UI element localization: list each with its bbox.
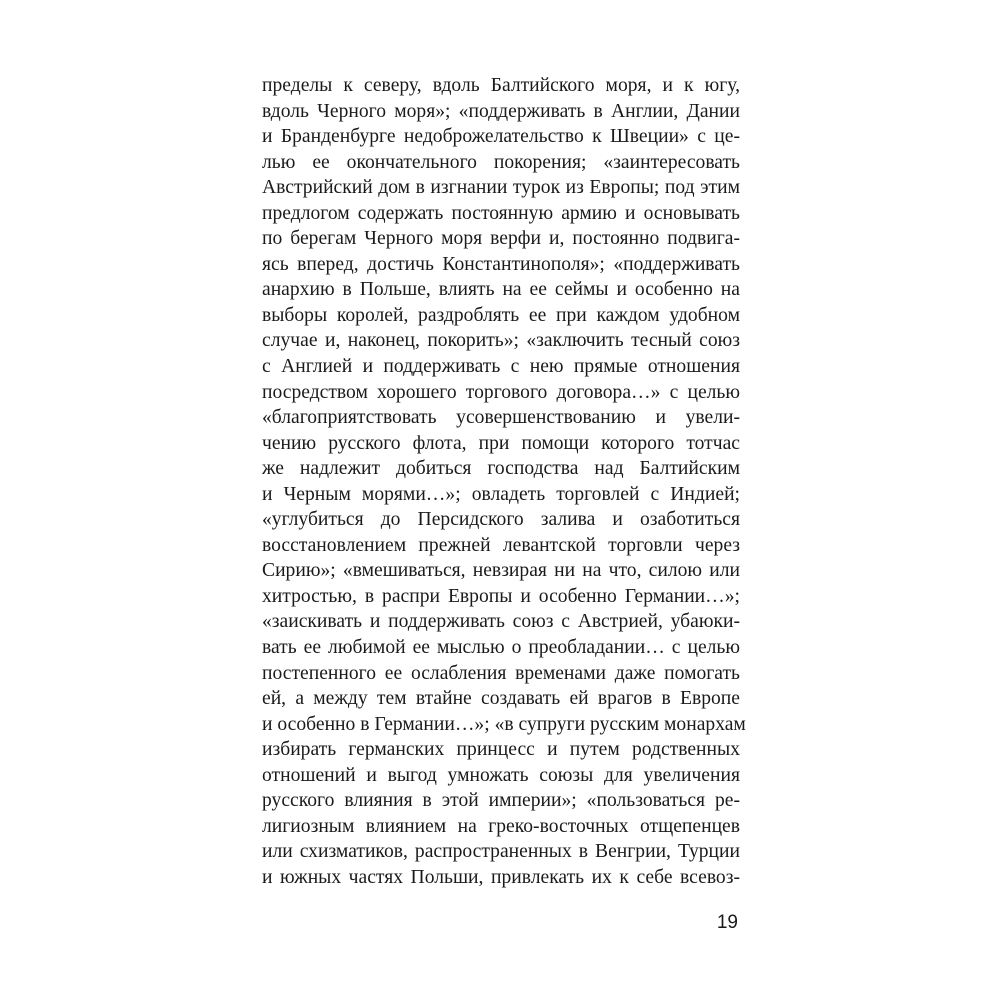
text-line: русского влияния в этой империи»; «пользоваться ре- [262, 790, 740, 812]
text-line: вать ее любимой ее мыслью о преобладании… с целью [262, 637, 740, 659]
text-line: выборы королей, раздроблять ее при каждом удобном [262, 304, 740, 326]
text-line: хитростью, в распри Европы и особенно Германии…»; [262, 585, 740, 607]
text-line: и Бранденбурге недоброжелательство к Швеции» с це- [262, 126, 740, 148]
text-line: «заискивать и поддерживать союз с Австрией, убаюки- [262, 611, 740, 633]
text-line: случае и, наконец, покорить»; «заключить тесный союз [262, 330, 740, 352]
text-line: чению русского флота, при помощи которого тотчас [262, 432, 740, 454]
body-text [262, 73, 746, 891]
text-line: Сирию»; «вмешиваться, невзирая ни на что, силою или [262, 560, 740, 582]
text-line: отношений и выгод умножать союзы для увеличения [262, 764, 740, 786]
text-line: «благоприятствовать усовершенствованию и увели- [262, 407, 740, 429]
text-line: предлогом содержать постоянную армию и основывать [262, 202, 740, 224]
text-line: восстановлением прежней левантской торговли через [262, 534, 740, 556]
text-line: лигиозным влиянием на греко-восточных отщепенцев [262, 815, 740, 837]
text-line: ей, а между тем втайне создавать ей врагов в Европе [262, 688, 740, 710]
text-line: посредством хорошего торгового договора…» с целью [262, 381, 740, 403]
text-line: или схизматиков, распространенных в Венгрии, Турции [262, 841, 740, 863]
text-line: «углубиться до Персидского залива и озаботиться [262, 509, 740, 531]
text-line: лью ее окончательного покорения; «заинтересовать [262, 151, 740, 173]
text-line: и южных частях Польши, привлекать их к себе всевоз- [262, 866, 740, 888]
text-line: и Черным морями…»; овладеть торговлей с Индией; [262, 483, 740, 505]
text-line: и особенно в Германии…»; «в супруги русским монархам [262, 713, 746, 735]
text-line: по берегам Черного моря верфи и, постоянно подвига- [262, 228, 740, 250]
text-line: избирать германских принцесс и путем родственных [262, 739, 740, 761]
text-line: же надлежит добиться господства над Балтийским [262, 458, 740, 480]
text-line: пределы к северу, вдоль Балтийского моря, и к югу, [262, 75, 740, 96]
text-line: постепенного ее ослабления временами даже помогать [262, 662, 740, 684]
text-line: ясь вперед, достичь Константинополя»; «поддерживать [262, 253, 740, 275]
text-line: анархию в Польше, влиять на ее сеймы и особенно на [262, 279, 740, 301]
text-line: с Англией и поддерживать с нею прямые отношения [262, 356, 740, 378]
text-line: вдоль Черного моря»; «поддерживать в Англии, Дании [262, 100, 740, 122]
page-number: 19 [716, 912, 738, 933]
text-line: Австрийский дом в изгнании турок из Европы; под этим [262, 177, 740, 199]
